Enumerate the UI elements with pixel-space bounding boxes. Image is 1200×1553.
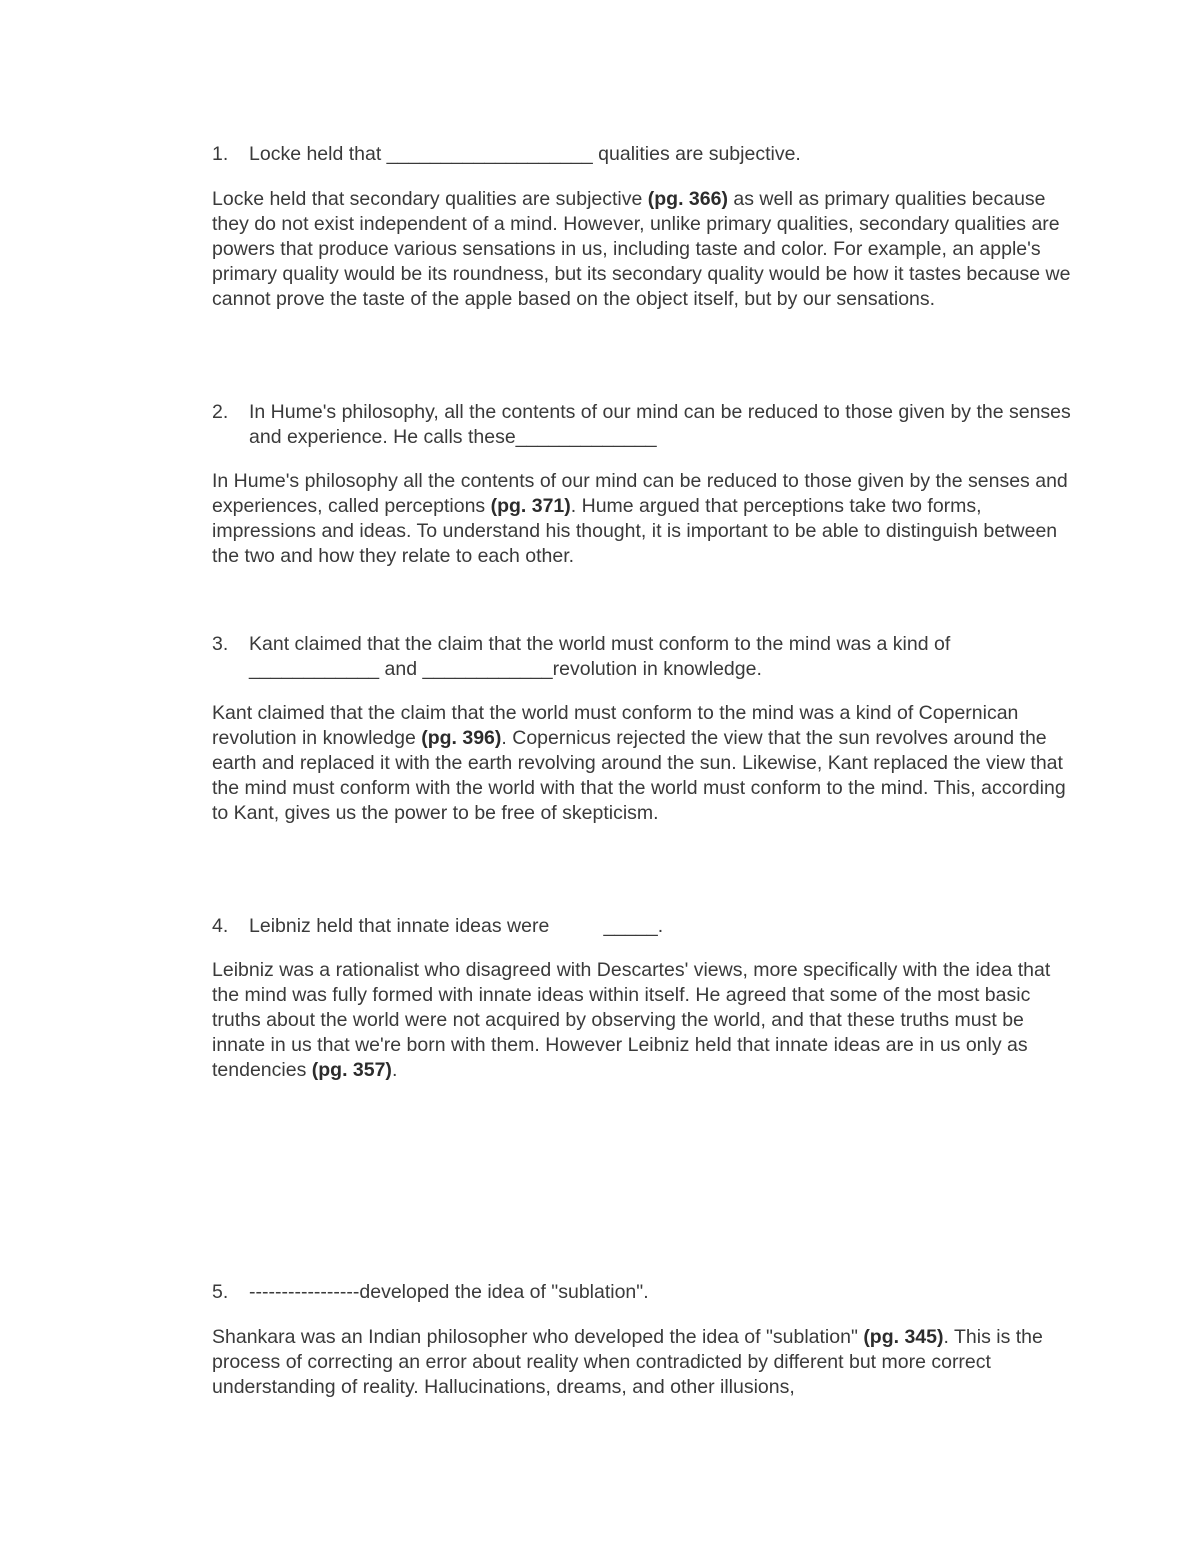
question-number: 4.: [212, 915, 229, 937]
answer-text: Leibniz was a rationalist who disagreed with Descartes' views, more specifically with the idea that the mind was fully formed with innate ideas within itself. He agreed that some of the most basic truths about the world were not acquired by observing the world, and that these truths must be innate in us that we're born with them. However Leibniz held that innate ideas are in us only as tendencies: [212, 959, 1051, 1081]
answer-text: as well as primary qualities because they do not exist independent of a mind. However, unlike primary qualities, secondary qualities are powers that produce various sensations in us, including taste and color. For example, an apple's primary quality would be its roundness, but its secondary quality would be how it tastes because we cannot prove the taste of the apple based on the object itself, but by our sensations.: [212, 188, 1071, 310]
page-reference: (pg. 396): [421, 727, 502, 749]
answer-text: . This is the process of correcting an error about reality when contradicted by different but more correct understanding of reality. Hallucinations, dreams, and other illusions,: [212, 1326, 1043, 1398]
question-number: 2.: [212, 401, 229, 423]
question-number: 3.: [212, 633, 229, 655]
answer-text: . Copernicus rejected the view that the sun revolves around the earth and replaced it with the earth revolving around the sun. Likewise, Kant replaced the view that the mind must conform with the world with that the world must conform to the mind. This, according to Kant, gives us the power to be free of skepticism.: [212, 727, 1066, 824]
question-5: [212, 1280, 1072, 1305]
answer-text: Kant claimed that the claim that the world must conform to the mind was a kind of Copernican revolution in knowledge: [212, 702, 1019, 749]
question-2: [212, 400, 1077, 450]
answer-text: Shankara was an Indian philosopher who developed the idea of "sublation": [212, 1326, 864, 1348]
answer-1: [212, 187, 1072, 312]
page-reference: (pg. 357): [311, 1059, 392, 1081]
answer-3: [212, 701, 1072, 826]
answer-5: [212, 1325, 1072, 1400]
question-text: Kant claimed that the claim that the world must conform to the mind was a kind of ____________ and ____________revolution in knowledge.: [249, 633, 956, 680]
page-reference: (pg. 371): [490, 495, 571, 517]
question-4: [212, 914, 1072, 939]
answer-text: . Hume argued that perceptions take two forms, impressions and ideas. To understand his thought, it is important to be able to distinguish between the two and how they relate to each other.: [212, 495, 1058, 567]
question-1: [212, 142, 1072, 167]
page-reference: (pg. 366): [647, 188, 728, 210]
question-text: In Hume's philosophy, all the contents of our mind can be reduced to those given by the senses and experience. He calls these_____________: [249, 401, 1077, 448]
answer-text: .: [391, 1059, 398, 1081]
answer-text: In Hume's philosophy all the contents of our mind can be reduced to those given by the senses and experiences, called perceptions: [212, 470, 1068, 517]
answer-text: Locke held that secondary qualities are subjective: [212, 188, 648, 210]
question-number: 5.: [212, 1281, 229, 1303]
answer-4: [212, 958, 1072, 1083]
question-text: -----------------developed the idea of "sublation".: [249, 1281, 649, 1303]
answer-2: [212, 469, 1072, 569]
page-reference: (pg. 345): [863, 1326, 944, 1348]
question-text: Leibniz held that innate ideas were _____.: [249, 915, 664, 937]
question-number: 1.: [212, 143, 229, 165]
question-text: Locke held that ___________________ qualities are subjective.: [249, 143, 801, 165]
question-3: [212, 632, 1072, 682]
